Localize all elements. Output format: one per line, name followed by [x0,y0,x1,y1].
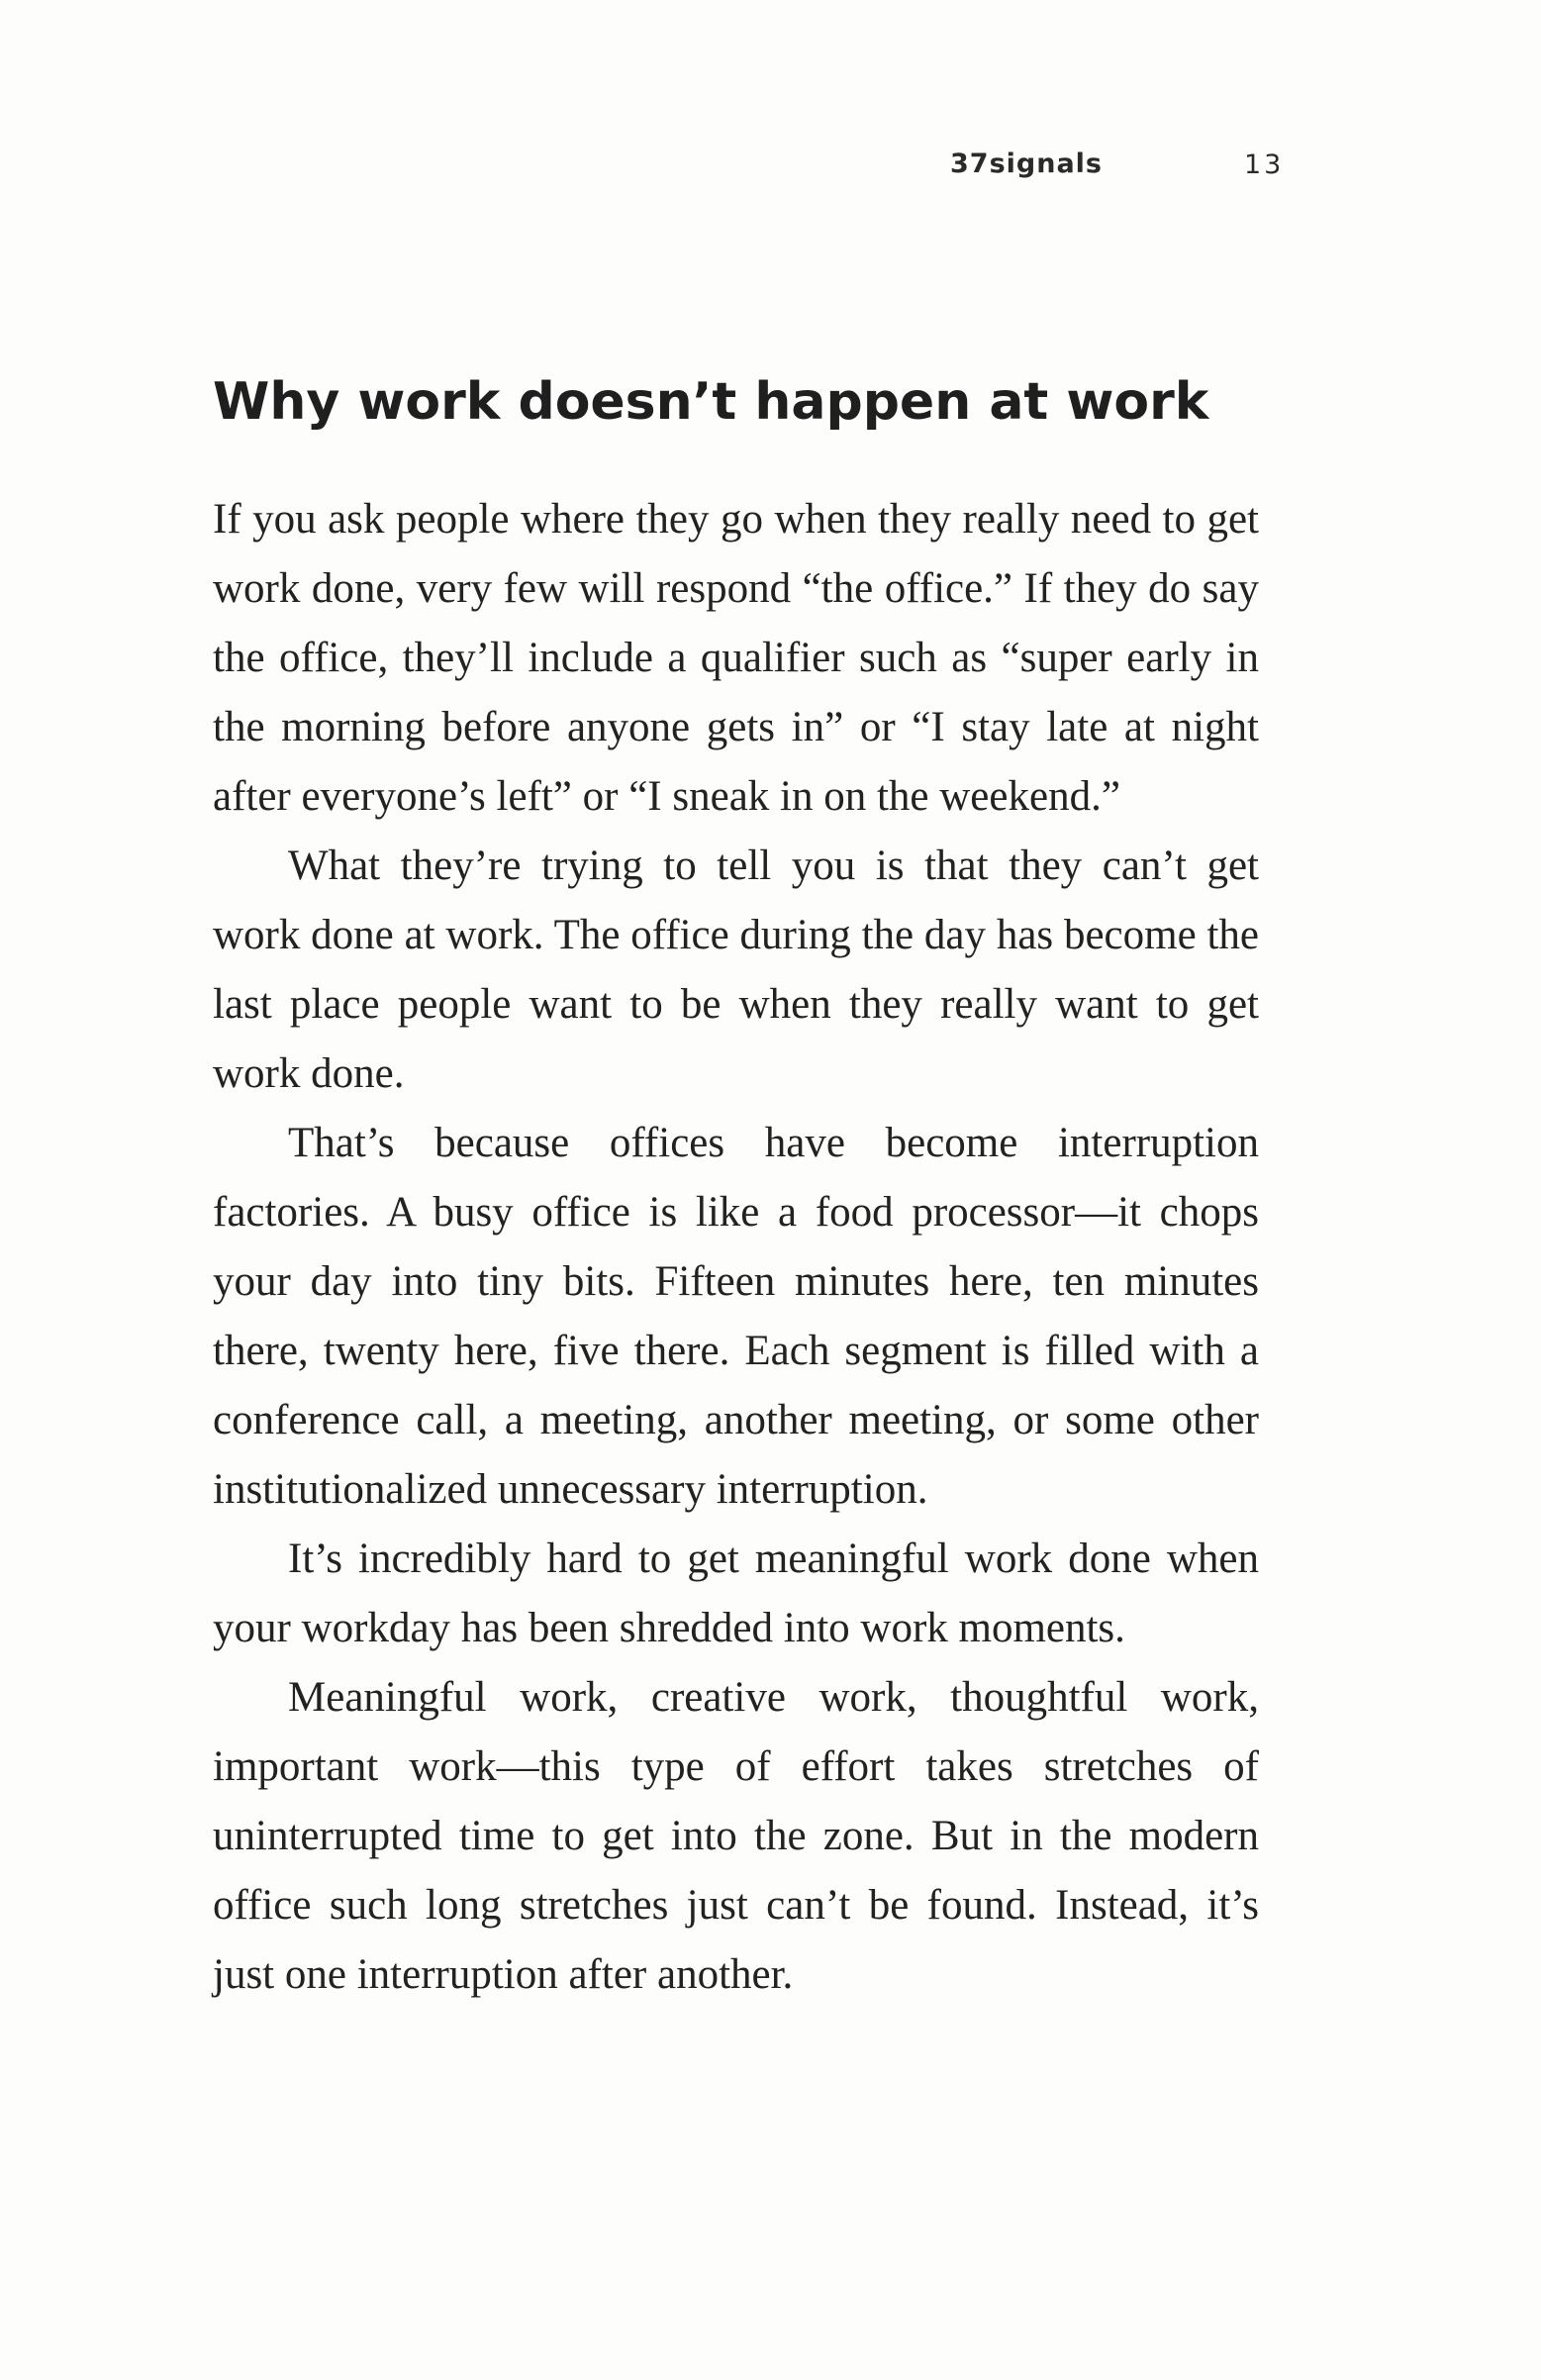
running-head [950,149,1285,180]
chapter-title: Why work doesn’t happen at work [213,372,1209,432]
paragraph: If you ask people where they go when they really need to get work done, very few will respond “the office.” If they do say the office, they’ll include a qualifier such as “super early in the morning before anyone gets in” or “I stay late at night after everyone’s left” or “I sneak in on the weekend.” [213,496,1259,820]
page-number: 13 [1244,149,1285,180]
paragraph: What they’re trying to tell you is that they can’t get work done at work. The office during the day has become the last place people want to be when they really want to get work done. [213,843,1259,1097]
body-text [213,485,1259,2010]
paragraph: Meaningful work, creative work, thoughtful work, important work—this type of effort takes stretches of uninterrupted time to get into the zone. But in the modern office such long stretches just can’t be found. Instead, it’s just one interruption after another. [213,1674,1259,1998]
running-head-book-title: 37signals [950,149,1103,179]
paragraph: It’s incredibly hard to get meaningful work done when your workday has been shredded into work moments. [213,1536,1259,1651]
paragraph: That’s because offices have become interruption factories. A busy office is like a food processor—it chops your day into tiny bits. Fifteen minutes here, ten minutes there, twenty here, five there. Each segment is filled with a conference call, a meeting, another meeting, or some other institutionalized unnecessary interruption. [213,1120,1259,1513]
